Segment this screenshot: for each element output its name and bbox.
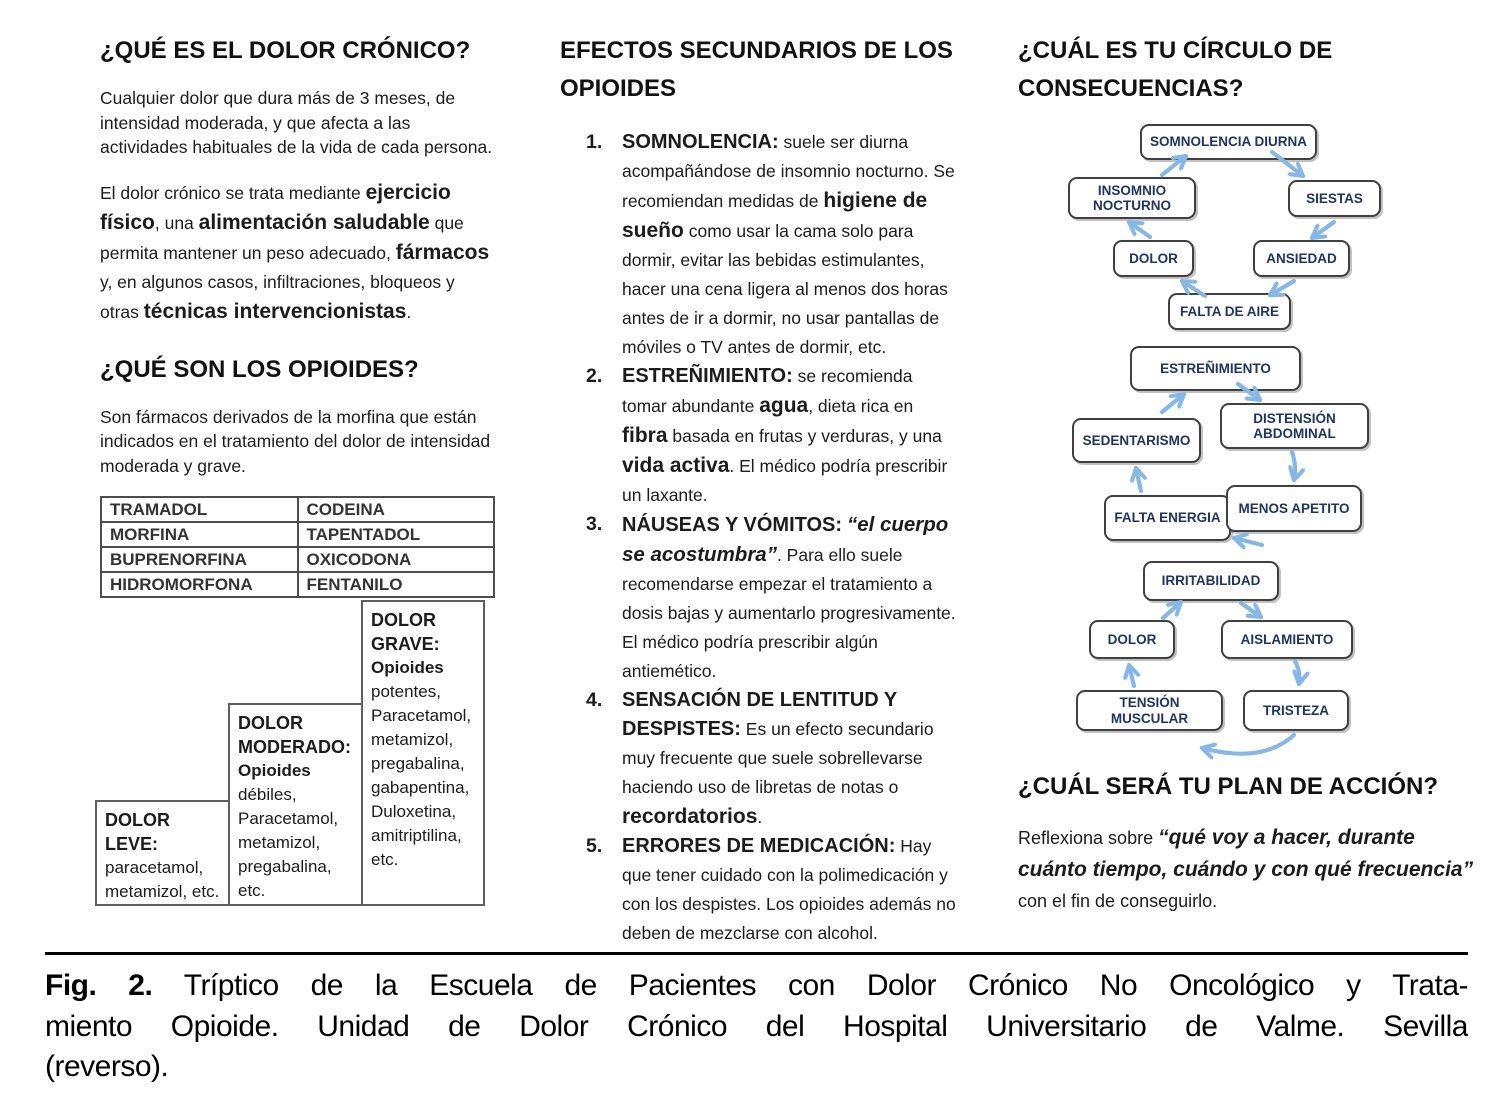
table-cell: FENTANILO (298, 572, 495, 597)
diagram-node-somnolencia-diurna: SOMNOLENCIA DIURNA (1140, 124, 1317, 160)
list-item-nauseas (560, 510, 962, 686)
text-run: suele ser diurna acompañándose de insomnio nocturno. Se recomiendan medidas de (622, 132, 955, 211)
item-title: NÁUSEAS Y VÓMITOS: (622, 514, 843, 536)
arrow-aislamiento-to-tristeza (1295, 661, 1300, 684)
item-title: ERRORES DE MEDICACIÓN: (622, 835, 896, 857)
list-item-estrenimiento (560, 362, 962, 510)
item-title: ESTREÑIMIENTO: (622, 365, 793, 387)
paragraph-opioids: Son fármacos derivados de la morfina que están indicados en el tratamiento del dolor de intensidad moderada y grave. (100, 406, 491, 476)
caption-text: Tríptico de la Escuela de Pacientes con Dolor Crónico No Oncológico y Trata- (152, 969, 1468, 1002)
arrow-menosapetito-to-faltaenergia (1234, 538, 1262, 545)
diagram-node-aislamiento: AISLAMIENTO (1221, 620, 1353, 659)
item-content (622, 836, 956, 943)
arrow-distension-to-menosapetito (1292, 452, 1295, 480)
step-body: débiles, Paracetamol, metamizol, pregabalina, etc. (238, 785, 339, 900)
left-column (100, 32, 498, 598)
side-effects-list (560, 128, 962, 948)
list-item-lentitud (560, 686, 962, 832)
table-cell: OXICODONA (298, 547, 495, 572)
diagram-node-insomnio-nocturno: INSOMNIO NOCTURNO (1068, 177, 1196, 219)
section-title-efectos: EFECTOS SECUNDARIOS DE LOS OPIOIDES (560, 37, 953, 102)
caption-line-3: (reverso). (45, 1050, 169, 1083)
highlight-agua: agua (759, 394, 809, 417)
section-title-opioides: ¿QUÉ SON LOS OPIOIDES? (100, 355, 419, 383)
item-content (622, 366, 947, 505)
step-body: paracetamol, metamizol, etc. (105, 858, 220, 901)
table-cell: MORFINA (101, 522, 298, 547)
arrow-tension-to-dolor (1129, 665, 1134, 686)
item-number: 2. (586, 365, 603, 387)
caption-divider (45, 952, 1468, 955)
arrow-siestas-to-ansiedad (1312, 222, 1334, 238)
table-cell: TAPENTADOL (298, 522, 495, 547)
table-cell: CODEINA (298, 497, 495, 522)
list-item-errores (560, 832, 962, 948)
table-cell: BUPRENORFINA (101, 547, 298, 572)
section-title-dolor-cronico: ¿QUÉ ES EL DOLOR CRÓNICO? (100, 37, 471, 64)
text-run: , una (154, 212, 199, 233)
text-run: Hay que tener cuidado con la polimedicación y con los despistes. Los opioides además no deben de mezclarse con alcohol. (622, 836, 956, 943)
diagram-node-falta-energia: FALTA ENERGIA (1104, 495, 1231, 541)
table-row (101, 547, 494, 572)
text-run: . (406, 301, 412, 322)
text-run: se recomienda tomar abundante (622, 366, 913, 416)
diagram-node-menos-apetito: MENOS APETITO (1226, 485, 1362, 532)
step-lead: Opioides (371, 658, 444, 677)
arrow-tristeza-to-tension (1202, 735, 1294, 754)
list-item-somnolencia (560, 128, 962, 362)
step-title: DOLOR MODERADO: (238, 713, 351, 757)
diagram-node-tension-muscular: TENSIÓN MUSCULAR (1076, 690, 1223, 731)
diagram-node-falta-de-aire: FALTA DE AIRE (1168, 293, 1291, 330)
arrow-dolor-to-irritabilidad (1163, 602, 1181, 618)
plan-paragraph (1018, 822, 1474, 917)
highlight-higiene-sueno: higiene de sueño (622, 189, 928, 242)
diagram-node-tristeza: TRISTEZA (1243, 690, 1349, 731)
item-content (622, 515, 956, 681)
text-run: basada en frutas y verduras, y una (667, 426, 942, 446)
diagram-node-siestas: SIESTAS (1288, 180, 1381, 217)
highlight-plan-quote: “qué voy a hacer, durante cuánto tiempo, cuándo y con qué frecuencia” (1018, 826, 1474, 881)
text-run: como usar la cama solo para dormir, evitar las bebidas estimulantes, hacer una cena ligera al menos dos horas antes de ir a dormir, no usar pantallas de móviles o TV antes de dormir, etc. (622, 221, 948, 357)
figure-caption (45, 966, 1468, 1088)
text-run: con el fin de conseguirlo. (1018, 891, 1218, 911)
caption-line-2: miento Opioide. Unidad de Dolor Crónico del Hospital Universitario de Valme. Sevilla (45, 1009, 1468, 1043)
step-body: potentes, Paracetamol, metamizol, pregabalina, gabapentina, Duloxetina, amitriptilina, etc. (371, 682, 472, 869)
step-title: DOLOR GRAVE: (371, 610, 440, 654)
arrow-faltaenergia-to-sedentarismo (1136, 468, 1141, 491)
diagram-node-estrenimiento: ESTREÑIMIENTO (1130, 346, 1301, 391)
diagram-node-ansiedad: ANSIEDAD (1253, 240, 1350, 277)
pain-ladder-step-severe (361, 600, 485, 906)
section-title-circulo: ¿CUÁL ES TU CÍRCULO DE CONSECUENCIAS? (1018, 37, 1333, 102)
item-content (622, 132, 955, 357)
arrow-dolor-to-insomnio (1129, 222, 1150, 237)
text-run: El dolor crónico se trata mediante (100, 182, 366, 203)
arrow-sedentarismo-to-estrenimiento (1162, 394, 1184, 412)
table-row (101, 497, 494, 522)
diagram-node-sedentarismo: SEDENTARISMO (1072, 418, 1201, 463)
highlight-alimentacion: alimentación saludable (198, 210, 430, 234)
paragraph-definition: Cualquier dolor que dura más de 3 meses, de intensidad moderada, y que afecta a las actividades habituales de la vida de cada persona. (100, 88, 493, 157)
item-title: SENSACIÓN DE LENTITUD Y DESPISTES: (622, 689, 897, 740)
text-run: . El médico podría prescribir un laxante. (622, 456, 948, 505)
highlight-tecnicas: técnicas intervencionistas (143, 299, 407, 323)
opioid-table (100, 496, 495, 598)
item-number: 3. (586, 513, 603, 535)
item-number: 5. (586, 835, 603, 857)
caption-line-1 (45, 966, 1468, 1007)
item-content (622, 690, 934, 827)
paragraph-treatment (100, 178, 498, 327)
text-run: . Para ello suele recomendarse empezar el tratamiento a dosis bajas y aumentarlo progresivamente. El médico podría prescribir algún antiemético. (622, 545, 956, 681)
step-lead: Opioides (238, 761, 311, 780)
pain-ladder-step-moderate (228, 703, 363, 906)
consequences-diagram (1010, 0, 1480, 770)
item-title: SOMNOLENCIA: (622, 131, 779, 153)
middle-column (560, 32, 962, 948)
highlight-fibra: fibra (622, 424, 668, 447)
step-title: DOLOR LEVE: (105, 810, 170, 854)
pain-ladder (95, 600, 487, 906)
text-run: , dieta rica en (808, 396, 914, 416)
highlight-quote-cuerpo: “el cuerpo se acostumbra” (622, 513, 949, 566)
text-run: . (757, 807, 763, 827)
item-number: 4. (586, 689, 603, 711)
section-title-plan: ¿CUÁL SERÁ TU PLAN DE ACCIÓN? (1018, 773, 1438, 800)
arrow-irritabilidad-to-aislamiento (1241, 603, 1261, 617)
table-row (101, 522, 494, 547)
item-number: 1. (586, 131, 603, 153)
table-row (101, 572, 494, 597)
diagram-node-irritabilidad: IRRITABILIDAD (1143, 561, 1279, 601)
highlight-farmacos: fármacos (395, 240, 490, 264)
figure-label: Fig. 2. (45, 969, 153, 1002)
text-run: que permita mantener un peso adecuado, (100, 212, 464, 263)
highlight-vida-activa: vida activa (622, 454, 730, 477)
highlight-recordatorios: recordatorios (622, 805, 758, 828)
pain-ladder-step-mild (95, 800, 230, 906)
text-run: y, en algunos casos, infiltraciones, bloqueos y otras (100, 271, 455, 322)
diagram-node-dolor-2: DOLOR (1089, 620, 1175, 659)
diagram-node-distension-abdominal: DISTENSIÓN ABDOMINAL (1220, 403, 1369, 449)
table-cell: HIDROMORFONA (101, 572, 298, 597)
plan-section (1018, 770, 1474, 935)
diagram-node-dolor-1: DOLOR (1113, 240, 1194, 277)
highlight-ejercicio-fisico: ejercicio físico (100, 180, 451, 234)
table-cell: TRAMADOL (101, 497, 298, 522)
text-run: Es un efecto secundario muy frecuente que suele sobrellevarse haciendo uso de libretas de notas o (622, 719, 934, 797)
text-run: Reflexiona sobre (1018, 828, 1159, 848)
